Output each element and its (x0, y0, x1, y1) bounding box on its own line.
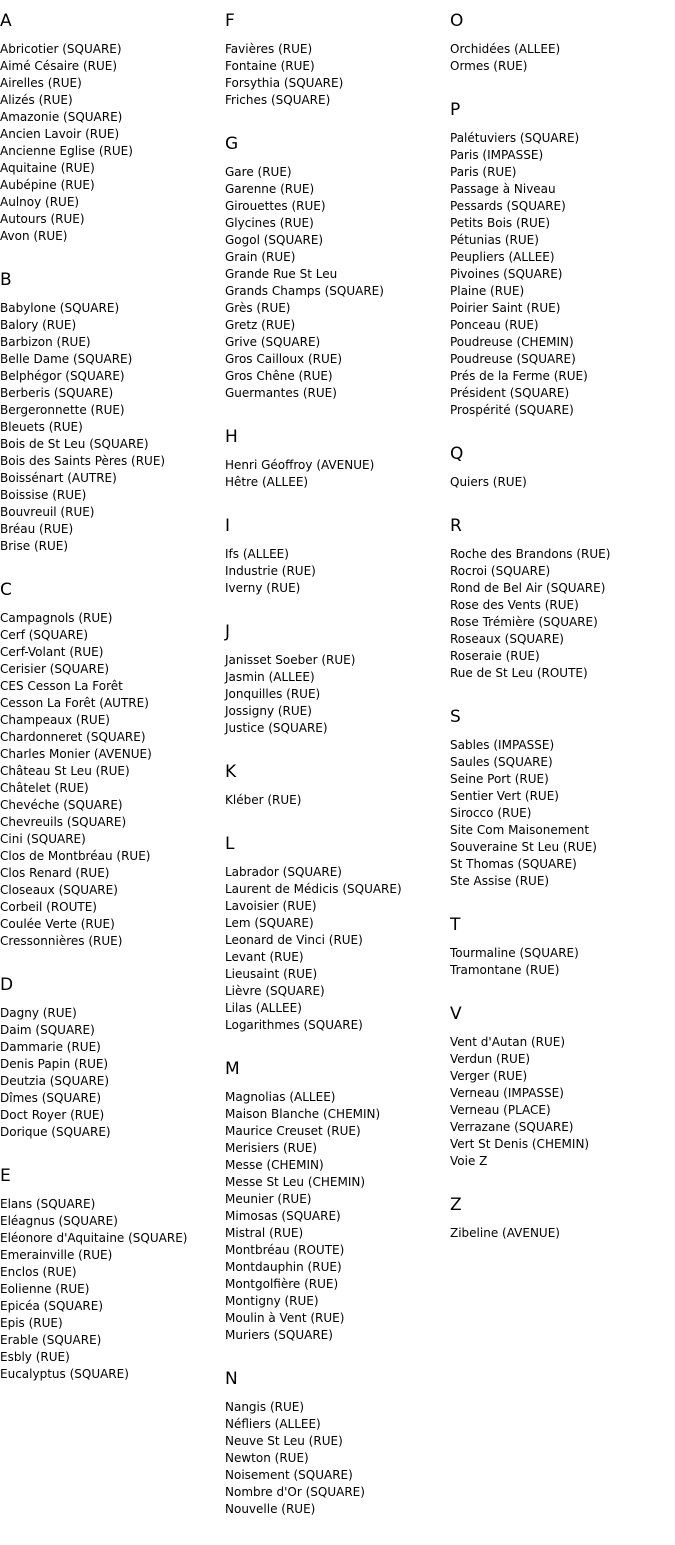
street-list-item: Enclos (RUE) (0, 1265, 77, 1279)
street-list-item: Daim (SQUARE) (0, 1023, 95, 1037)
street-list-item: Autours (RUE) (0, 212, 85, 226)
street-list-item: Babylone (SQUARE) (0, 301, 120, 315)
section-letter-heading: C (0, 580, 12, 600)
street-list-item: Meunier (RUE) (225, 1192, 312, 1206)
street-list-item: Belphégor (SQUARE) (0, 369, 125, 383)
street-list-item: Chevéche (SQUARE) (0, 798, 123, 812)
street-list-item: Paris (IMPASSE) (450, 148, 544, 162)
street-list (225, 457, 450, 491)
street-list-item: Rond de Bel Air (SQUARE) (450, 581, 606, 595)
street-list-item: Sirocco (RUE) (450, 806, 532, 820)
street-list-item: Grès (RUE) (225, 301, 291, 315)
street-list-item: Maison Blanche (CHEMIN) (225, 1107, 381, 1121)
section-letter-heading: O (450, 11, 464, 31)
street-list-item: Rocroi (SQUARE) (450, 564, 551, 578)
section-letter-heading: N (225, 1369, 238, 1389)
street-list (225, 864, 450, 1034)
street-list-item: Passage à Niveau (450, 182, 556, 196)
street-list-item: Clos Renard (RUE) (0, 866, 110, 880)
street-list-item: Aulnoy (RUE) (0, 195, 80, 209)
letter-section (450, 1195, 675, 1242)
street-list (450, 1034, 675, 1170)
street-list-item: Brise (RUE) (0, 539, 69, 553)
letter-section (450, 444, 675, 491)
street-list-item: Plaine (RUE) (450, 284, 525, 298)
street-list-item: Lavoisier (RUE) (225, 899, 317, 913)
street-list-item: Tramontane (RUE) (450, 963, 560, 977)
street-list-item: Henri Géoffroy (AVENUE) (225, 458, 375, 472)
street-list-item: Industrie (RUE) (225, 564, 316, 578)
street-list-item: Lem (SQUARE) (225, 916, 314, 930)
letter-section (225, 1059, 450, 1344)
street-list-item: Moulin à Vent (RUE) (225, 1311, 345, 1325)
street-list-item: Pétunias (RUE) (450, 233, 539, 247)
section-letter-heading: I (225, 516, 231, 536)
street-list-item: Guermantes (RUE) (225, 386, 337, 400)
street-list-item: Messe St Leu (CHEMIN) (225, 1175, 366, 1189)
street-list-item: Chardonneret (SQUARE) (0, 730, 146, 744)
street-list-item: Site Com Maisonement (450, 823, 590, 837)
street-list-item: Campagnols (RUE) (0, 611, 113, 625)
street-list-item: St Thomas (SQUARE) (450, 857, 577, 871)
street-list-item: Gretz (RUE) (225, 318, 296, 332)
street-list-item: Lieusaint (RUE) (225, 967, 318, 981)
street-list-item: Verneau (IMPASSE) (450, 1086, 564, 1100)
letter-section (450, 11, 675, 75)
street-list-item: Doct Royer (RUE) (0, 1108, 105, 1122)
street-list (225, 652, 450, 737)
street-list-item: Ste Assise (RUE) (450, 874, 550, 888)
street-list (0, 1196, 225, 1383)
section-letter-heading: R (450, 516, 462, 536)
street-list-item: Mimosas (SQUARE) (225, 1209, 341, 1223)
letter-section (450, 915, 675, 979)
section-letter-heading: E (0, 1166, 11, 1186)
street-list-item: Verdun (RUE) (450, 1052, 531, 1066)
street-list-item: Poudreuse (SQUARE) (450, 352, 576, 366)
section-letter-heading: P (450, 100, 461, 120)
street-list-item: Charles Monier (AVENUE) (0, 747, 152, 761)
street-list-item: Emerainville (RUE) (0, 1248, 113, 1262)
street-list-item: Château St Leu (RUE) (0, 764, 130, 778)
section-letter-heading: Z (450, 1195, 462, 1215)
street-list-item: Alizés (RUE) (0, 93, 73, 107)
letter-section (0, 270, 225, 555)
street-list-item: Ancienne Eglise (RUE) (0, 144, 133, 158)
letter-section (450, 1004, 675, 1170)
street-list (0, 300, 225, 555)
street-list-item: Nombre d'Or (SQUARE) (225, 1485, 365, 1499)
letter-section (450, 100, 675, 419)
street-list-item: Aimé Césaire (RUE) (0, 59, 118, 73)
street-list-item: Bergeronnette (RUE) (0, 403, 125, 417)
street-list-item: Grands Champs (SQUARE) (225, 284, 384, 298)
street-list-item: Airelles (RUE) (0, 76, 82, 90)
section-letter-heading: V (450, 1004, 462, 1024)
street-list-item: Belle Dame (SQUARE) (0, 352, 133, 366)
letter-section (450, 707, 675, 890)
street-list (225, 546, 450, 597)
section-letter-heading: G (225, 134, 239, 154)
section-letter-heading: K (225, 762, 237, 782)
section-letter-heading: L (225, 834, 235, 854)
street-list-item: Bleuets (RUE) (0, 420, 83, 434)
street-list-item: Neuve St Leu (RUE) (225, 1434, 343, 1448)
letter-section (225, 762, 450, 809)
street-list-item: CES Cesson La Forêt (0, 679, 123, 693)
street-list-item: Montdauphin (RUE) (225, 1260, 342, 1274)
street-list-item: Amazonie (SQUARE) (0, 110, 123, 124)
street-list-item: Lilas (ALLEE) (225, 1001, 302, 1015)
street-list-item: Zibeline (AVENUE) (450, 1226, 560, 1240)
street-list (225, 164, 450, 402)
section-letter-heading: H (225, 427, 238, 447)
letter-section (225, 622, 450, 737)
street-list-item: Glycines (RUE) (225, 216, 314, 230)
street-list-item: Cerf-Volant (RUE) (0, 645, 104, 659)
letter-section (225, 427, 450, 491)
section-letter-heading: M (225, 1059, 240, 1079)
street-list-item: Boissénart (AUTRE) (0, 471, 117, 485)
street-list-item: Favières (RUE) (225, 42, 313, 56)
street-list-item: Barbizon (RUE) (0, 335, 91, 349)
letter-section (225, 134, 450, 402)
street-list (225, 1089, 450, 1344)
street-list (450, 474, 675, 491)
letter-section (0, 975, 225, 1141)
street-list-item: Janisset Soeber (RUE) (225, 653, 356, 667)
street-list-item: Messe (CHEMIN) (225, 1158, 324, 1172)
street-list-item: Pessards (SQUARE) (450, 199, 566, 213)
street-list-item: Bois des Saints Pères (RUE) (0, 454, 166, 468)
street-list (450, 1225, 675, 1242)
street-list-item: Cressonnières (RUE) (0, 934, 123, 948)
street-list-item: Dorique (SQUARE) (0, 1125, 111, 1139)
street-list-item: Gare (RUE) (225, 165, 292, 179)
street-list-item: Montigny (RUE) (225, 1294, 319, 1308)
section-letter-heading: D (0, 975, 14, 995)
street-list-item: Montbréau (ROUTE) (225, 1243, 345, 1257)
street-list-item: Dagny (RUE) (0, 1006, 77, 1020)
street-list-item: Fontaine (RUE) (225, 59, 315, 73)
street-list-item: Girouettes (RUE) (225, 199, 326, 213)
street-list-item: Sables (IMPASSE) (450, 738, 555, 752)
street-list-item: Bréau (RUE) (0, 522, 74, 536)
street-list-item: Elans (SQUARE) (0, 1197, 96, 1211)
street-list (0, 1005, 225, 1141)
street-list-item: Poirier Saint (RUE) (450, 301, 561, 315)
street-list-item: Hêtre (ALLEE) (225, 475, 309, 489)
street-list-item: Berberis (SQUARE) (0, 386, 114, 400)
street-list-item: Paris (RUE) (450, 165, 517, 179)
letter-section (225, 1369, 450, 1518)
street-list-item: Tourmaline (SQUARE) (450, 946, 579, 960)
street-list-item: Boissise (RUE) (0, 488, 87, 502)
street-list-item: Kléber (RUE) (225, 793, 302, 807)
street-list-item: Avon (RUE) (0, 229, 68, 243)
street-list-item: Epicéa (SQUARE) (0, 1299, 104, 1313)
street-list-item: Orchidées (ALLEE) (450, 42, 561, 56)
street-list-item: Levant (RUE) (225, 950, 304, 964)
street-list (0, 41, 225, 245)
letter-section (225, 516, 450, 597)
street-list (450, 945, 675, 979)
street-list-item: Mistral (RUE) (225, 1226, 304, 1240)
street-list-item: Verger (RUE) (450, 1069, 528, 1083)
street-list-item: Logarithmes (SQUARE) (225, 1018, 363, 1032)
street-list-item: Grive (SQUARE) (225, 335, 321, 349)
street-list-item: Aubépine (RUE) (0, 178, 95, 192)
street-list-item: Seine Port (RUE) (450, 772, 549, 786)
street-list-item: Ifs (ALLEE) (225, 547, 289, 561)
street-list-item: Nouvelle (RUE) (225, 1502, 316, 1516)
street-list-item: Cini (SQUARE) (0, 832, 86, 846)
street-list (225, 792, 450, 809)
street-list-item: Vent d'Autan (RUE) (450, 1035, 566, 1049)
street-list-item: Leonard de Vinci (RUE) (225, 933, 363, 947)
street-list-item: Balory (RUE) (0, 318, 77, 332)
street-list (225, 1399, 450, 1518)
section-letter-heading: F (225, 11, 235, 31)
section-letter-heading: J (225, 622, 231, 642)
street-list-item: Esbly (RUE) (0, 1350, 70, 1364)
street-list-item: Labrador (SQUARE) (225, 865, 342, 879)
street-list-item: Petits Bois (RUE) (450, 216, 551, 230)
street-list-item: Nangis (RUE) (225, 1400, 305, 1414)
index-column-3 (450, 11, 675, 1267)
street-list-item: Bouvreuil (RUE) (0, 505, 95, 519)
street-list-item: Lièvre (SQUARE) (225, 984, 325, 998)
street-list-item: Deutzia (SQUARE) (0, 1074, 110, 1088)
street-list-item: Cerf (SQUARE) (0, 628, 89, 642)
street-list-item: Roseraie (RUE) (450, 649, 540, 663)
street-list-item: Newton (RUE) (225, 1451, 309, 1465)
letter-section (225, 834, 450, 1034)
letter-section (225, 11, 450, 109)
street-list-item: Quiers (RUE) (450, 475, 527, 489)
street-list (225, 41, 450, 109)
street-list-item: Justice (SQUARE) (225, 721, 328, 735)
street-list-item: Jonquilles (RUE) (225, 687, 321, 701)
street-list-item: Cesson La Forêt (AUTRE) (0, 696, 149, 710)
street-list (0, 610, 225, 950)
street-list (450, 737, 675, 890)
street-list-item: Abricotier (SQUARE) (0, 42, 122, 56)
street-list-item: Peupliers (ALLEE) (450, 250, 555, 264)
letter-section (0, 11, 225, 245)
street-list-item: Montgolfière (RUE) (225, 1277, 339, 1291)
section-letter-heading: S (450, 707, 461, 727)
street-list (450, 41, 675, 75)
street-list-item: Souveraine St Leu (RUE) (450, 840, 597, 854)
street-list-item: Roseaux (SQUARE) (450, 632, 564, 646)
street-list-item: Néfliers (ALLEE) (225, 1417, 321, 1431)
street-list-item: Gros Chêne (RUE) (225, 369, 333, 383)
street-list-item: Rose Trémière (SQUARE) (450, 615, 598, 629)
street-list-item: Poudreuse (CHEMIN) (450, 335, 574, 349)
section-letter-heading: B (0, 270, 12, 290)
street-list-item: Grande Rue St Leu (225, 267, 338, 281)
street-list-item: Verneau (PLACE) (450, 1103, 551, 1117)
street-list-item: Noisement (SQUARE) (225, 1468, 353, 1482)
street-list-item: Champeaux (RUE) (0, 713, 110, 727)
street-list-item: Eolienne (RUE) (0, 1282, 90, 1296)
section-letter-heading: A (0, 11, 12, 31)
street-list-item: Saules (SQUARE) (450, 755, 553, 769)
street-list-item: Voie Z (450, 1154, 488, 1168)
street-list-item: Aquitaine (RUE) (0, 161, 95, 175)
street-list-item: Châtelet (RUE) (0, 781, 89, 795)
street-list-item: Ormes (RUE) (450, 59, 528, 73)
street-list-item: Prospérité (SQUARE) (450, 403, 574, 417)
street-list-item: Roche des Brandons (RUE) (450, 547, 611, 561)
street-list-item: Bois de St Leu (SQUARE) (0, 437, 149, 451)
street-list-item: Iverny (RUE) (225, 581, 301, 595)
street-list-item: Président (SQUARE) (450, 386, 570, 400)
street-list-item: Jossigny (RUE) (225, 704, 312, 718)
street-list-item: Clos de Montbréau (RUE) (0, 849, 151, 863)
street-list-item: Magnolias (ALLEE) (225, 1090, 336, 1104)
section-letter-heading: T (450, 915, 461, 935)
street-list-item: Denis Papin (RUE) (0, 1057, 109, 1071)
street-list-item: Palétuviers (SQUARE) (450, 131, 580, 145)
street-list-item: Epis (RUE) (0, 1316, 63, 1330)
letter-section (0, 580, 225, 950)
street-list-item: Verrazane (SQUARE) (450, 1120, 574, 1134)
street-list-item: Vert St Denis (CHEMIN) (450, 1137, 590, 1151)
street-list-item: Friches (SQUARE) (225, 93, 331, 107)
section-letter-heading: Q (450, 444, 464, 464)
letter-section (0, 1166, 225, 1383)
street-list (450, 546, 675, 682)
street-list-item: Forsythia (SQUARE) (225, 76, 344, 90)
street-list-item: Eléagnus (SQUARE) (0, 1214, 118, 1228)
street-list-item: Ponceau (RUE) (450, 318, 539, 332)
street-list-item: Grain (RUE) (225, 250, 296, 264)
street-list-item: Dîmes (SQUARE) (0, 1091, 102, 1105)
street-list-item: Merisiers (RUE) (225, 1141, 318, 1155)
street-list (450, 130, 675, 419)
street-list-item: Maurice Creuset (RUE) (225, 1124, 361, 1138)
street-list-item: Gros Cailloux (RUE) (225, 352, 343, 366)
street-list-item: Laurent de Médicis (SQUARE) (225, 882, 402, 896)
street-list-item: Sentier Vert (RUE) (450, 789, 559, 803)
street-list-item: Rue de St Leu (ROUTE) (450, 666, 588, 680)
street-list-item: Dammarie (RUE) (0, 1040, 101, 1054)
street-list-item: Eléonore d'Aquitaine (SQUARE) (0, 1231, 188, 1245)
street-list-item: Pivoines (SQUARE) (450, 267, 563, 281)
street-list-item: Closeaux (SQUARE) (0, 883, 118, 897)
street-list-item: Corbeil (ROUTE) (0, 900, 97, 914)
letter-section (450, 516, 675, 682)
street-list-item: Jasmin (ALLEE) (225, 670, 315, 684)
street-list-item: Cerisier (SQUARE) (0, 662, 110, 676)
index-column-2 (225, 11, 450, 1543)
street-list-item: Garenne (RUE) (225, 182, 315, 196)
street-list-item: Erable (SQUARE) (0, 1333, 102, 1347)
street-list-item: Chevreuils (SQUARE) (0, 815, 127, 829)
index-column-1 (0, 11, 225, 1408)
street-list-item: Rose des Vents (RUE) (450, 598, 579, 612)
street-list-item: Gogol (SQUARE) (225, 233, 324, 247)
street-list-item: Coulée Verte (RUE) (0, 917, 115, 931)
street-list-item: Eucalyptus (SQUARE) (0, 1367, 129, 1381)
street-list-item: Muriers (SQUARE) (225, 1328, 333, 1342)
street-list-item: Prés de la Ferme (RUE) (450, 369, 588, 383)
street-list-item: Ancien Lavoir (RUE) (0, 127, 120, 141)
